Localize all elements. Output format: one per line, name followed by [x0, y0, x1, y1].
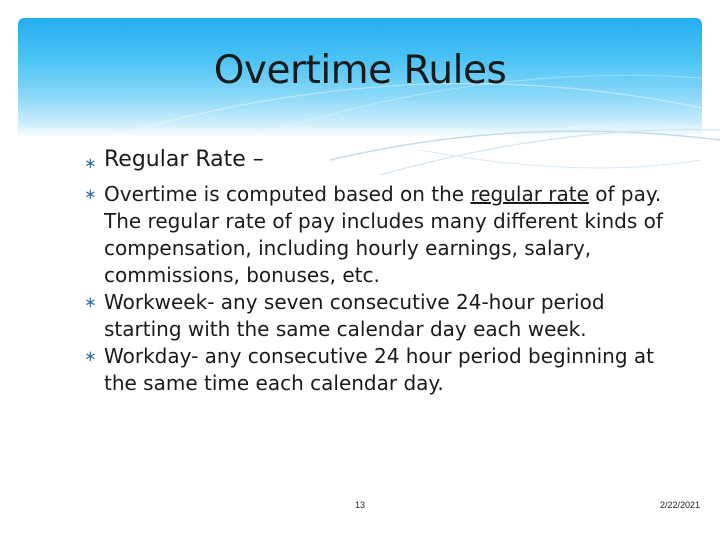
bullet-icon: ∗ — [84, 293, 97, 311]
bullet-text-before: Overtime is computed based on the — [104, 182, 471, 206]
bullet-icon: ∗ — [84, 347, 97, 365]
footer-date: 2/22/2021 — [659, 500, 700, 510]
bullet-text: Workday- any consecutive 24 hour period beginning at the same time each calendar day. — [104, 344, 655, 395]
bullet-text-after: of pay. The regular rate of pay includes many different kinds of compensation, including hourly earnings, salary, commissions, bonuses, etc. — [104, 182, 663, 287]
bullet-text: Workweek- any seven consecutive 24-hour period starting with the same calendar day each week. — [104, 290, 605, 341]
bullet-list — [84, 145, 674, 397]
page-number: 13 — [354, 500, 365, 510]
bullet-item — [84, 181, 674, 289]
bullet-icon: ∗ — [84, 185, 97, 203]
bullet-icon: ∗ — [84, 154, 97, 172]
bullet-item — [84, 343, 674, 397]
bullet-text: Regular Rate – — [104, 147, 264, 172]
slide-title: Overtime Rules — [213, 48, 507, 93]
underlined-term: regular rate — [470, 182, 589, 206]
bullet-item — [84, 145, 674, 175]
bullet-item — [84, 289, 674, 343]
